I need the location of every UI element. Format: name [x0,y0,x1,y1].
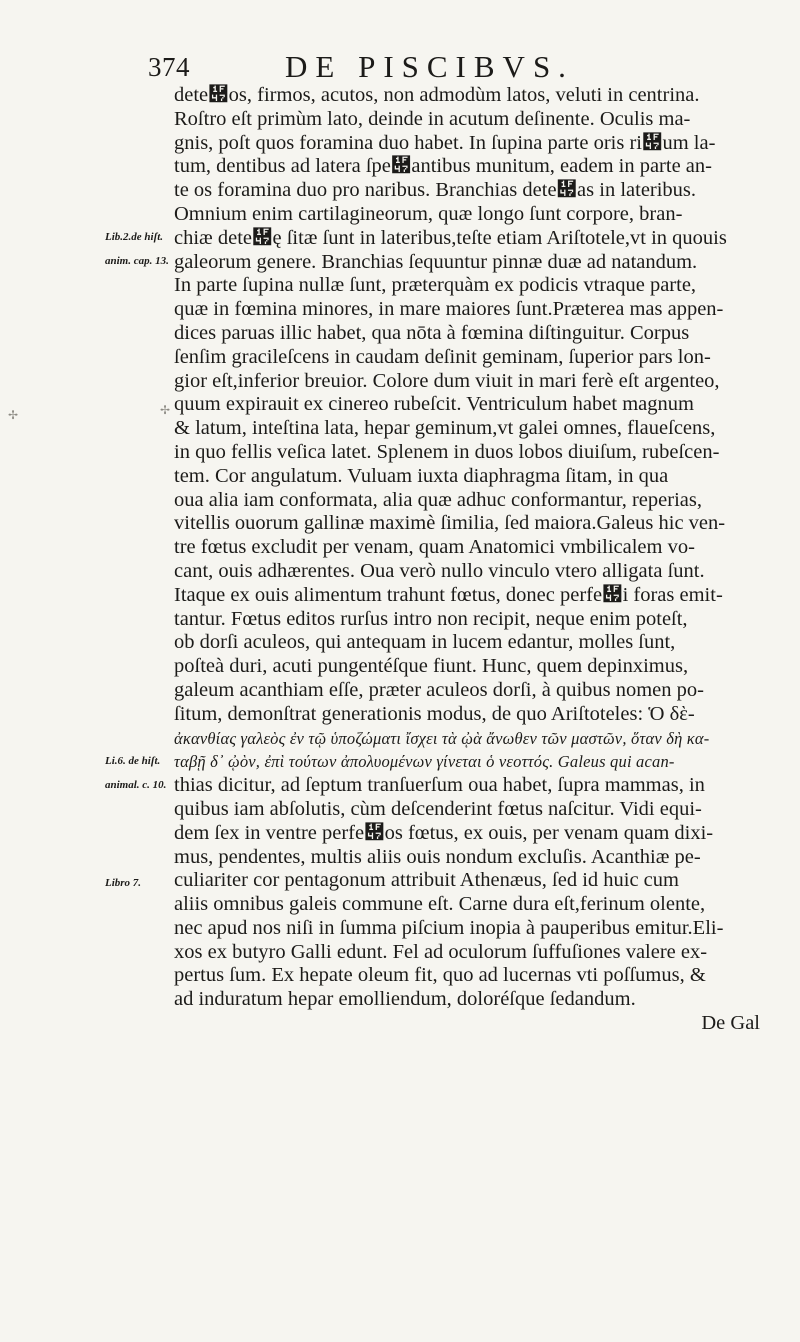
text-line: gnis, poſt quos foramina duo habet. In ſupina parte oris ri὇um la- [174,131,716,154]
text-line: culiariter cor pentagonum attribuit Athenæus, ſed id huic cum [174,869,679,892]
greek-text-line: ἀκανθίας γαλεὸς ἐν τῷ ὑποζώματι ἴσχει τὰ ᾠὰ ἄνωθεν τῶν μαστῶν, ὅταν δὴ κα- [174,728,710,748]
body-text [174,84,788,1036]
margin-note: Li.6. de hiſt. [105,755,161,767]
text-line: vitellis ouorum gallinæ maximè ſimilia, ſed maiora.Galeus hic ven- [174,512,726,535]
text-line: dices paruas illic habet, qua nōta à fœmina diſtinguitur. Corpus [174,321,690,344]
text-line: oua alia iam conformata, alia quæ adhuc conformantur, reperias, [174,488,702,511]
running-title: DE PISCIBVS. [285,49,574,84]
text-line: galeum acanthiam eſſe, præter aculeos dorſi, à quibus nomen po- [174,678,704,701]
text-line: pertus ſum. Ex hepate oleum fit, quo ad lucernas vti poſſumus, & [174,964,706,987]
text-line: galeorum genere. Branchias ſequuntur pinnæ duæ ad natandum. [174,250,698,273]
text-line: mus, pendentes, multis aliis ouis nondum excluſis. Acanthiæ pe- [174,845,701,868]
text-line: nec apud nos niſi in ſumma piſcium inopia à pauperibus emitur.Eli- [174,916,724,939]
text-line: tantur. Fœtus editos rurſus intro non recipit, neque enim poteſt, [174,607,688,630]
greek-text-line: ταβῇ δ᾽ ᾠὸν, ἐπὶ τούτων ἀπολυομένων γίνεται ὁ νεοττός. Galeus qui acan- [174,752,675,772]
text-line: te os foramina duo pro naribus. Branchias dete὇as in lateribus. [174,179,697,202]
text-line: tum, dentibus ad latera ſpe὇antibus munitum, eadem in parte an- [174,155,712,178]
margin-note: Libro 7. [105,877,142,889]
text-line: tre fœtus excludit per venam, quam Anatomici vmbilicalem vo- [174,536,695,559]
text-line: ob dorſi aculeos, qui antequam in lucem edantur, molles ſunt, [174,631,676,654]
text-line: dem ſex in ventre perfe὇os fœtus, ex ouis, per venam quam dixi- [174,821,714,844]
text-line: ad induratum hepar emolliendum, doloréſque ſedandum. [174,988,636,1011]
margin-note: Lib.2.de hiſt. [105,231,164,243]
text-line: ſenſim gracileſcens in caudam deſinit geminam, ſuperior pars lon- [174,345,711,368]
text-line: tem. Cor angulatum. Vuluam iuxta diaphragma ſitam, in qua [174,464,669,487]
text-line: chiæ dete὇ę ſitæ ſunt in lateribus,teſte etiam Ariſtotele,vt in quouis [174,226,727,249]
text-line: quibus iam abſolutis, cùm deſcenderint fœtus naſcitur. Vidi equi- [174,797,702,820]
page-number: 374 [148,52,190,82]
text-line: In parte ſupina nullæ ſunt, præterquàm ex podicis vtraque parte, [174,274,697,297]
text-line: poſteà duri, acuti pungentéſque fiunt. Hunc, quem depinximus, [174,655,689,678]
text-line: Omnium enim cartilagineorum, quæ longo ſunt corpore, bran- [174,202,683,225]
text-line: dete὇os, firmos, acutos, non admodùm latos, veluti in centrina. [174,84,700,106]
text-line: quæ in fœmina minores, in mare maiores ſunt.Præterea mas appen- [174,298,724,321]
text-line: quum expirauit ex cinereo rubeſcit. Ventriculum habet magnum [174,393,694,416]
margin-note: animal. c. 10. [105,779,167,791]
text-line: & latum, inteſtina lata, hepar geminum,vt galei omnes, flaueſcens, [174,417,716,440]
margin-note: anim. cap. 13. [105,255,169,267]
text-line: aliis omnibus galeis commune eſt. Carne dura eſt,ferinum olente, [174,893,706,916]
text-line: Itaque ex ouis alimentum trahunt fœtus, donec perfe὇i foras emit- [174,583,723,606]
text-line: cant, ouis adhærentes. Oua verò nullo vinculo vtero alligata ſunt. [174,559,705,582]
text-line: Roſtro eſt primùm lato, deinde in acutum deſinente. Oculis ma- [174,107,691,130]
bleed-through-mark: ✢ [160,403,171,417]
bleed-through-mark: ✢ [8,408,19,422]
text-line: in quo fellis veſica latet. Splenem in duos lobos diuiſum, rubeſcen- [174,440,720,463]
text-line: thias dicitur, ad ſeptum tranſuerſum oua habet, ſupra mammas, in [174,774,705,797]
text-line: xos ex butyro Galli edunt. Fel ad oculorum ſuffuſiones valere ex- [174,940,708,963]
text-line: ſitum, demonſtrat generationis modus, de quo Ariſtoteles: Ὁ δὲ- [174,702,695,725]
catchword: De Gal [701,1012,760,1035]
text-line: gior eſt,inferior breuior. Colore dum viuit in mari ferè eſt argenteo, [174,369,720,392]
